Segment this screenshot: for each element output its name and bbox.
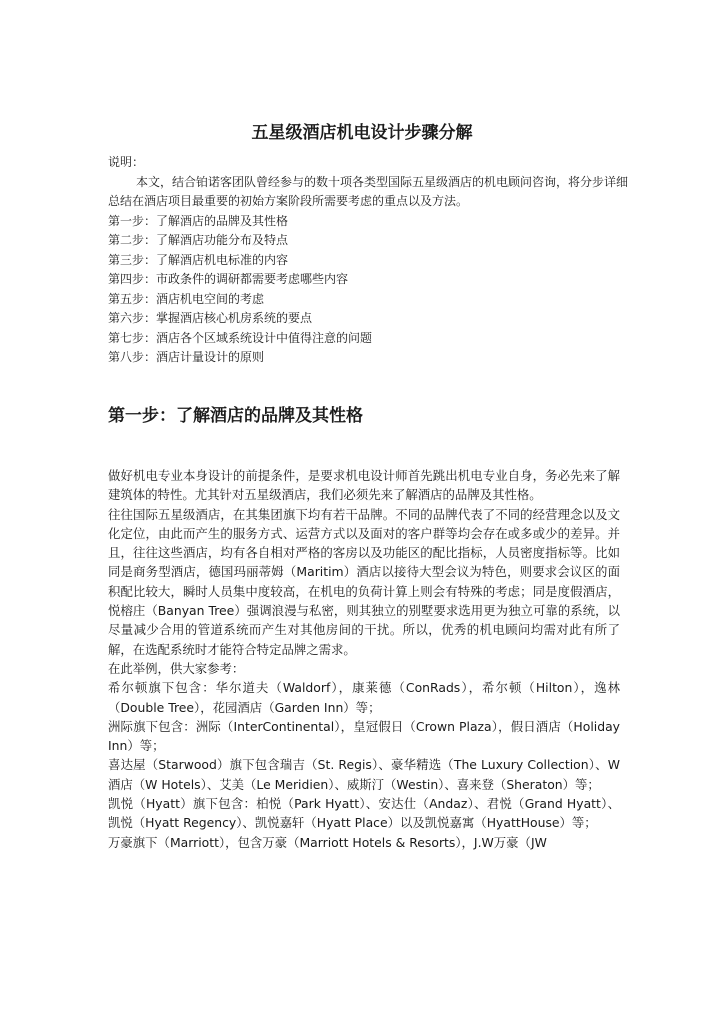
step-item: 第六步：掌握酒店核心机房系统的要点 bbox=[108, 311, 313, 325]
intro-label: 说明： bbox=[108, 155, 145, 169]
paragraph: 喜达屋（Starwood）旗下包含瑞吉（St. Regis）、豪华精选（The Luxury Collection）、W酒店（W Hotels）、艾美（Le Meridien）、威斯汀（Westin）、喜来登（Sheraton）等； bbox=[108, 757, 620, 792]
step-item: 第四步：市政条件的调研都需要考虑哪些内容 bbox=[108, 272, 349, 286]
step-item: 第二步：了解酒店功能分布及特点 bbox=[108, 233, 289, 247]
paragraph: 在此举例，供大家参考： bbox=[108, 660, 245, 676]
step-item: 第八步：酒店计量设计的原则 bbox=[108, 350, 265, 364]
paragraph: 往往国际五星级酒店，在其集团旗下均有若干品牌。不同的品牌代表了不同的经营理念以及文化定位，由此而产生的服务方式、运营方式以及面对的客户群等均会存在或多或少的差异。并且，往往这些酒店，均有各自相对严格的客房以及功能区的配比指标，人员密度指标等。比如同是商务型酒店，德国玛丽蒂姆（Maritim）酒店以接待大型会议为特色，则要求会议区的面积配比较大，瞬时人员集中度较高，在机电的负荷计算上则会有特殊的考虑；同是度假酒店，悦榕庄（Banyan Tree）强调浪漫与私密，则其独立的别墅要求选用更为独立可靠的系统，以尽量减少合用的管道系统而产生对其他房间的干扰。所以，优秀的机电顾问均需对此有所了解，在选配系统时才能符合特定品牌之需求。 bbox=[108, 506, 620, 657]
step-item: 第三步：了解酒店机电标准的内容 bbox=[108, 252, 289, 267]
step-item: 第七步：酒店各个区域系统设计中值得注意的问题 bbox=[108, 330, 373, 345]
step-item: 第五步：酒店机电空间的考虑 bbox=[108, 291, 265, 306]
intro-block bbox=[108, 153, 628, 368]
document-title: 五星级酒店机电设计步骤分解 bbox=[251, 123, 473, 143]
paragraph: 希尔顿旗下包含：华尔道夫（Waldorf），康莱德（ConRads），希尔顿（Hilton），逸林（Double Tree），花园酒店（Garden Inn）等； bbox=[108, 680, 620, 715]
paragraph: 洲际旗下包含：洲际（InterContinental），皇冠假日（Crown Plaza），假日酒店（Holiday Inn）等； bbox=[108, 718, 620, 754]
paragraph: 做好机电专业本身设计的前提条件，是要求机电设计师首先跳出机电专业自身，务必先来了解建筑体的特性。尤其针对五星级酒店，我们必须先来了解酒店的品牌及其性格。 bbox=[108, 468, 620, 503]
paragraph: 万豪旗下（Marriott），包含万豪（Marriott Hotels & Resorts），J.W万豪（JW bbox=[108, 834, 547, 850]
intro-body: 本文，结合铂诺客团队曾经参与的数十项各类型国际五星级酒店的机电顾问咨询，将分步详细总结在酒店项目最重要的初始方案阶段所需要考虑的重点以及方法。 bbox=[108, 174, 629, 208]
paragraph: 凯悦（Hyatt）旗下包含：柏悦（Park Hyatt）、安达仕（Andaz）、君悦（Grand Hyatt）、凯悦（Hyatt Regency）、凯悦嘉轩（Hyatt Place）以及凯悦嘉寓（HyattHouse）等； bbox=[108, 796, 620, 831]
section-body bbox=[108, 466, 620, 852]
section-heading: 第一步：了解酒店的品牌及其性格 bbox=[108, 406, 363, 426]
step-item: 第一步：了解酒店的品牌及其性格 bbox=[108, 213, 289, 228]
